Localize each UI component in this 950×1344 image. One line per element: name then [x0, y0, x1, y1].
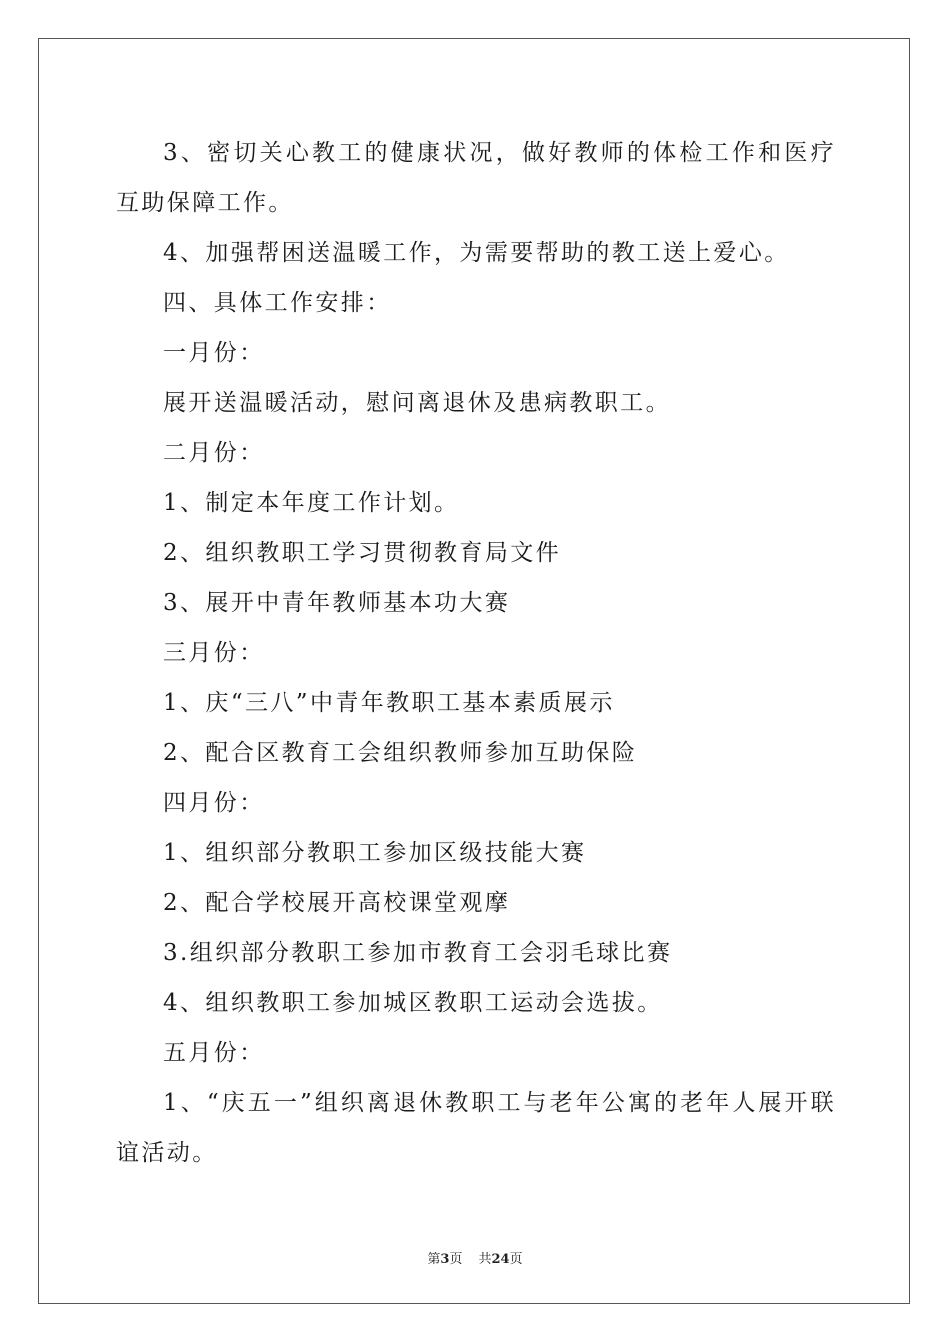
footer-page-total: 24 [491, 1252, 510, 1267]
list-item: 1、制定本年度工作计划。 [163, 490, 460, 516]
month-heading: 五月份： [163, 1040, 265, 1066]
list-item: 2、配合区教育工会组织教师参加互助保险 [163, 740, 638, 766]
footer-total-prefix: 共 [478, 1252, 492, 1267]
list-item: 4、组织教职工参加城区教职工运动会选拔。 [163, 990, 663, 1016]
footer-page-current: 3 [440, 1252, 450, 1267]
paragraph: 3、密切关心教工的健康状况，做好教师的体检工作和医疗互助保障工作。 [116, 140, 836, 216]
list-item: 2、组织教职工学习贯彻教育局文件 [163, 540, 562, 566]
list-item: 1、“庆五一”组织离退休教职工与老年公寓的老年人展开联谊活动。 [116, 1090, 836, 1166]
month-heading: 二月份： [163, 440, 265, 466]
month-heading: 四月份： [163, 790, 265, 816]
list-item: 3.组织部分教职工参加市教育工会羽毛球比赛 [163, 940, 673, 966]
list-item: 2、配合学校展开高校课堂观摩 [163, 890, 511, 916]
paragraph: 展开送温暖活动，慰问离退休及患病教职工。 [163, 390, 671, 416]
footer-total-suffix: 页 [509, 1252, 523, 1267]
footer-page-suffix: 页 [449, 1252, 463, 1267]
list-item: 1、组织部分教职工参加区级技能大赛 [163, 840, 587, 866]
page-footer [0, 1248, 950, 1267]
month-heading: 一月份： [163, 340, 265, 366]
footer-page-prefix: 第 [427, 1252, 441, 1267]
list-item: 1、庆“三八”中青年教职工基本素质展示 [163, 690, 615, 716]
month-heading: 三月份： [163, 640, 265, 666]
document-body [116, 128, 836, 1178]
paragraph: 4、加强帮困送温暖工作，为需要帮助的教工送上爱心。 [163, 240, 790, 266]
list-item: 3、展开中青年教师基本功大赛 [163, 590, 511, 616]
section-heading: 四、具体工作安排： [163, 290, 392, 316]
